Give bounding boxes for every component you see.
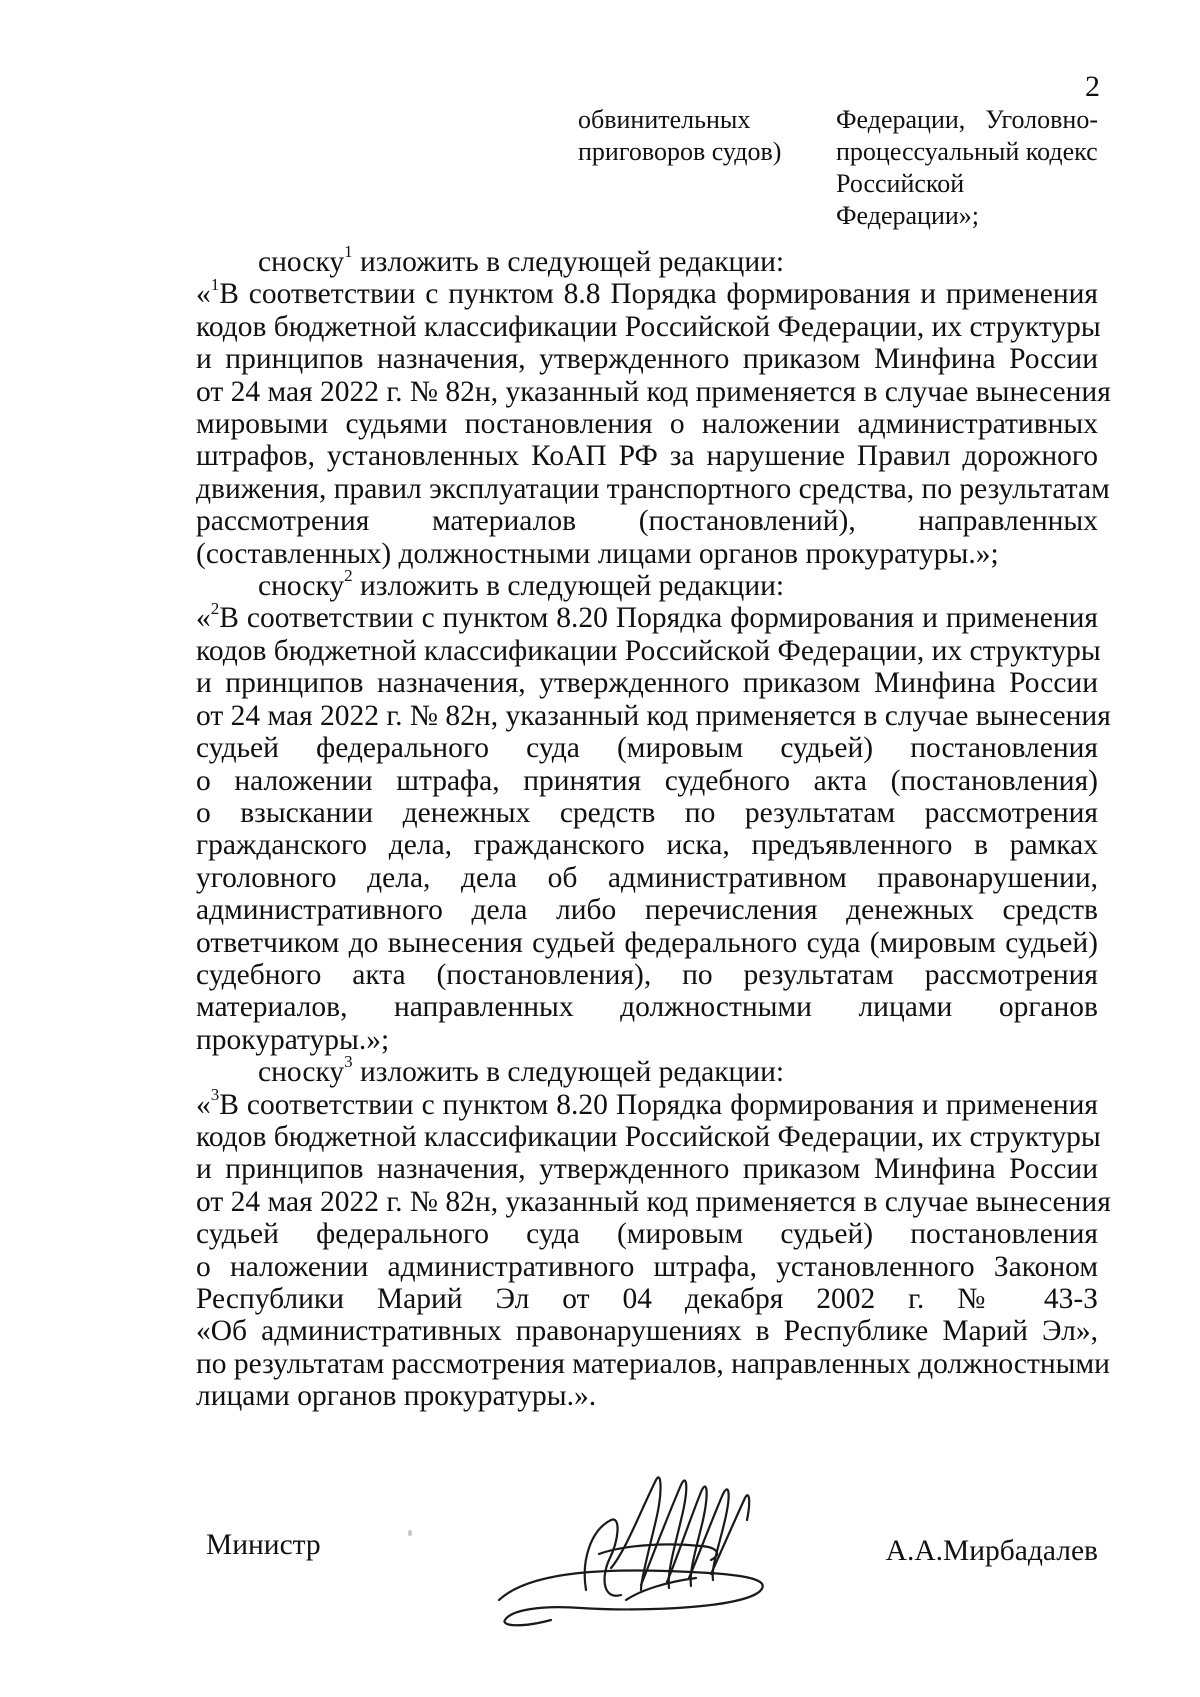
table-fragment-right-line: Российской: [836, 169, 965, 198]
text-line: кодов бюджетной классификации Российской Федерации, их структуры: [196, 1120, 1101, 1153]
table-fragment-right-line: процессуальный кодекс: [836, 137, 1098, 166]
text-line: кодов бюджетной классификации Российской Федерации, их структуры: [196, 634, 1101, 667]
text-line: материалов, направленных должностными лицами органов: [196, 991, 1098, 1024]
signer-position: Министр: [206, 1529, 321, 1561]
table-fragment-right-line: Федерации, Уголовно-: [836, 105, 1098, 134]
text-line: Республики Марий Эл от 04 декабря 2002 г. № 43-З: [196, 1283, 1098, 1315]
text-line: «$^3$В соответствии с пунктом 8.20 Порядка формирования и применения: [196, 1084, 1098, 1121]
text-line: (составленных) должностными лицами органов прокуратуры.»;: [196, 537, 999, 570]
text-line: о взыскании денежных средств по результатам рассмотрения: [196, 796, 1098, 829]
footnote-1-intro: сноску$^1$ изложить в следующей редакции:: [258, 242, 785, 278]
text-line: и принципов назначения, утвержденного приказом Минфина России: [196, 667, 1098, 700]
signer-name: А.А.Мирбадалев: [885, 1535, 1098, 1567]
text-line: от 24 мая 2022 г. № 82н, указанный код применяется в случае вынесения: [196, 699, 1111, 732]
text-line: и принципов назначения, утвержденного приказом Минфина России: [196, 343, 1098, 376]
footnote-3-text: [196, 1084, 1111, 1413]
text-line: движения, правил эксплуатации транспортного средства, по результатам: [196, 472, 1110, 505]
signature-block: [196, 1500, 1098, 1650]
text-line: о наложении административного штрафа, установленного Законом: [196, 1250, 1098, 1283]
text-line: и принципов назначения, утвержденного приказом Минфина России: [196, 1153, 1098, 1186]
text-line: мировыми судьями постановления о наложении административных: [196, 408, 1098, 441]
text-line: штрафов, установленных КоАП РФ за нарушение Правил дорожного: [196, 440, 1098, 473]
table-fragment-left-column: [578, 104, 818, 168]
table-fragment-left-line: приговоров судов): [578, 137, 782, 166]
text-line: от 24 мая 2022 г. № 82н, указанный код применяется в случае вынесения: [196, 1185, 1111, 1218]
text-line: ответчиком до вынесения судьей федерального суда (мировым судьей): [196, 926, 1098, 959]
table-fragment-right-line: Федерации»;: [836, 201, 980, 230]
text-line: административного дела либо перечисления денежных средств: [196, 894, 1098, 927]
document-body: [196, 242, 1111, 1413]
text-line: о наложении штрафа, принятия судебного акта (постановления): [196, 764, 1098, 797]
text-line: «$^1$В соответствии с пунктом 8.8 Порядка формирования и применения: [196, 274, 1098, 311]
footnote-3-intro: сноску$^3$ изложить в следующей редакции:: [258, 1052, 785, 1089]
footnote-2-text: [196, 598, 1111, 1056]
text-line: судьей федерального суда (мировым судьей) постановления: [196, 732, 1098, 765]
text-line: уголовного дела, дела об административном правонарушении,: [196, 861, 1098, 894]
text-line: «$^2$В соответствии с пунктом 8.20 Порядка формирования и применения: [196, 598, 1098, 635]
text-line: судебного акта (постановления), по результатам рассмотрения: [196, 958, 1098, 991]
page-number: 2: [1085, 70, 1100, 103]
text-line: «Об административных правонарушениях в Республике Марий Эл»,: [196, 1315, 1098, 1348]
text-line: по результатам рассмотрения материалов, направленных должностными: [196, 1347, 1110, 1380]
text-line: судьей федерального суда (мировым судьей) постановления: [196, 1218, 1098, 1251]
footnote-1-text: [196, 274, 1111, 570]
text-line: рассмотрения материалов (постановлений), направленных: [196, 505, 1098, 538]
text-line: лицами органов прокуратуры.».: [196, 1380, 597, 1413]
table-fragment-left-line: обвинительных: [578, 105, 751, 134]
text-line: от 24 мая 2022 г. № 82н, указанный код применяется в случае вынесения: [196, 375, 1111, 408]
footnote-2-intro: сноску$^2$ изложить в следующей редакции:: [258, 566, 785, 603]
text-line: гражданского дела, гражданского иска, предъявленного в рамках: [196, 829, 1098, 862]
handwritten-signature-icon: [491, 1450, 791, 1640]
text-line: прокуратуры.»;: [196, 1023, 390, 1056]
table-fragment-right-column: [836, 104, 1098, 232]
text-line: кодов бюджетной классификации Российской Федерации, их структуры: [196, 310, 1101, 343]
